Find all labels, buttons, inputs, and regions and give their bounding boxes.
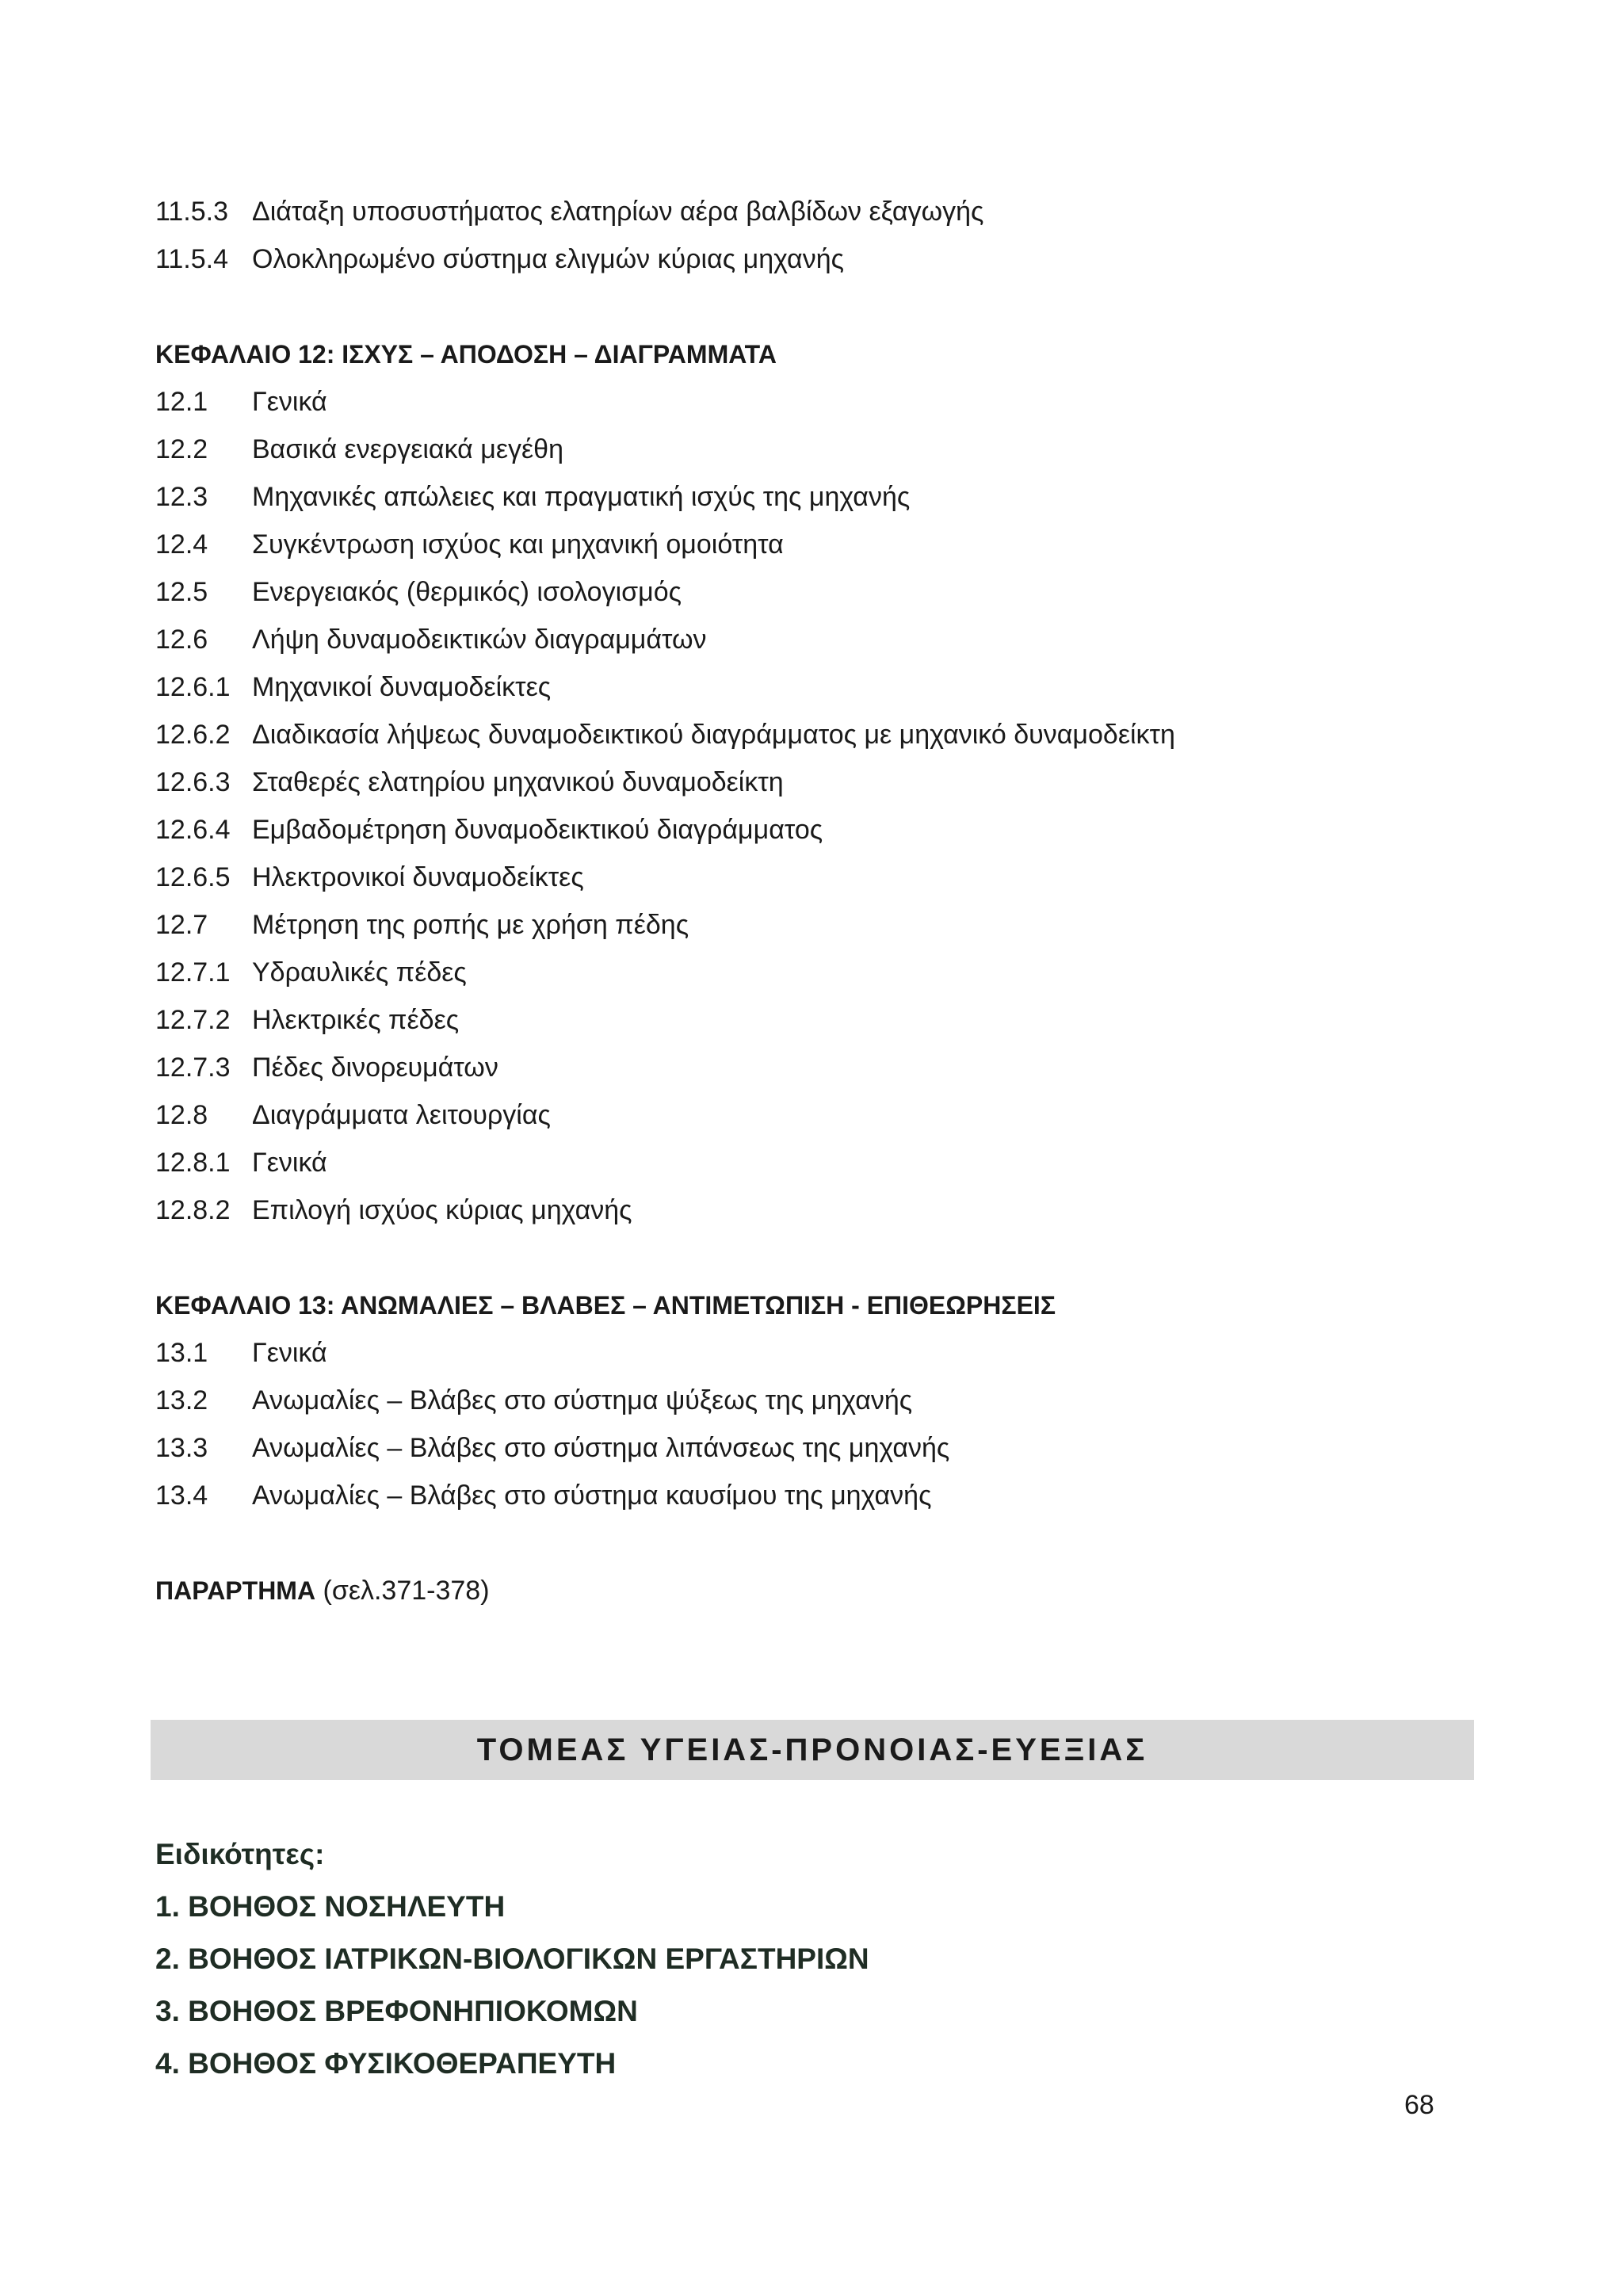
toc-item-text: Διαγράμματα λειτουργίας <box>252 1100 551 1130</box>
toc-item-text: Ενεργειακός (θερμικός) ισολογισμός <box>252 577 682 607</box>
toc-item-number: 11.5.4 <box>155 244 229 274</box>
specialty-item: 4. ΒΟΗΘΟΣ ΦΥΣΙΚΟΘΕΡΑΠΕΥΤΗ <box>155 2047 617 2080</box>
toc-item-text: Εμβαδομέτρηση δυναμοδεικτικού διαγράμματος <box>252 815 823 845</box>
toc-item-number: 12.8.2 <box>155 1195 231 1225</box>
toc-item <box>155 386 327 418</box>
toc-item <box>155 909 689 941</box>
toc-item-number: 12.6.4 <box>155 815 231 845</box>
toc-item-text: Γενικά <box>252 1338 327 1368</box>
toc-item <box>155 1147 327 1179</box>
toc-item-number: 12.2 <box>155 434 208 464</box>
specialty-item: 1. ΒΟΗΘΟΣ ΝΟΣΗΛΕΥΤΗ <box>155 1890 506 1923</box>
toc-item-number: 12.8 <box>155 1100 208 1130</box>
toc-item-text: Μηχανικοί δυναμοδείκτες <box>252 672 552 702</box>
toc-item-text: Ανωμαλίες – Βλάβες στο σύστημα ψύξεως της μηχανής <box>252 1385 913 1415</box>
toc-item-number: 12.6.2 <box>155 720 231 750</box>
chapter-13-heading: ΚΕΦΑΛΑΙΟ 13: ΑΝΩΜΑΛΙΕΣ – ΒΛΑΒΕΣ – ΑΝΤΙΜΕΤΩΠΙΣΗ - ΕΠΙΘΕΩΡΗΣΕΙΣ <box>155 1291 1056 1320</box>
toc-item-text: Διάταξη υποσυστήματος ελατηρίων αέρα βαλβίδων εξαγωγής <box>252 197 984 227</box>
toc-item <box>155 1480 931 1511</box>
toc-item-number: 12.7.1 <box>155 957 231 988</box>
toc-item <box>155 1194 632 1226</box>
toc-item-number: 12.7 <box>155 910 208 940</box>
toc-item <box>155 196 983 227</box>
page-number: 68 <box>1404 2090 1434 2120</box>
toc-item-text: Συγκέντρωση ισχύος και μηχανική ομοιότητα <box>252 529 784 560</box>
toc-item <box>155 814 823 846</box>
toc-item <box>155 671 551 703</box>
toc-item-number: 12.6.5 <box>155 862 231 892</box>
toc-item <box>155 1385 912 1416</box>
toc-item-text: Ηλεκτρικές πέδες <box>252 1005 460 1035</box>
toc-item-number: 11.5.3 <box>155 197 229 227</box>
toc-item-text: Γενικά <box>252 1148 327 1178</box>
toc-item <box>155 957 467 988</box>
specialty-item: 3. ΒΟΗΘΟΣ ΒΡΕΦΟΝΗΠΙΟΚΟΜΩΝ <box>155 1995 638 2027</box>
toc-item <box>155 861 584 893</box>
toc-item <box>155 1052 498 1083</box>
toc-item-number: 13.4 <box>155 1480 208 1511</box>
toc-item-text: Διαδικασία λήψεως δυναμοδεικτικού διαγράμματος με μηχανικό δυναμοδείκτη <box>252 720 1175 750</box>
toc-item-text: Πέδες δινορευμάτων <box>252 1052 498 1083</box>
toc-item-text: Επιλογή ισχύος κύριας μηχανής <box>252 1195 632 1225</box>
toc-item <box>155 719 1175 751</box>
toc-item-text: Μέτρηση της ροπής με χρήση πέδης <box>252 910 689 940</box>
toc-item <box>155 576 682 608</box>
toc-item-number: 12.5 <box>155 577 208 607</box>
toc-item-number: 12.6 <box>155 625 208 655</box>
toc-item <box>155 529 784 560</box>
toc-item-number: 12.8.1 <box>155 1148 231 1178</box>
appendix-label: ΠΑΡΑΡΤΗΜΑ <box>155 1576 316 1605</box>
chapter-12-heading: ΚΕΦΑΛΑΙΟ 12: ΙΣΧΥΣ – ΑΠΟΔΟΣΗ – ΔΙΑΓΡΑΜΜΑΤΑ <box>155 340 777 369</box>
toc-item-number: 13.1 <box>155 1338 208 1368</box>
toc-item <box>155 1337 327 1369</box>
toc-item-number: 12.7.3 <box>155 1052 231 1083</box>
toc-item <box>155 1099 551 1131</box>
toc-item-text: Βασικά ενεργειακά μεγέθη <box>252 434 563 464</box>
toc-item <box>155 434 563 465</box>
toc-item-number: 12.7.2 <box>155 1005 231 1035</box>
toc-item <box>155 481 910 513</box>
toc-item <box>155 1432 949 1464</box>
toc-item <box>155 1004 459 1036</box>
toc-item-number: 12.4 <box>155 529 208 560</box>
toc-item-text: Ηλεκτρονικοί δυναμοδείκτες <box>252 862 584 892</box>
toc-item-text: Γενικά <box>252 387 327 417</box>
toc-item-text: Υδραυλικές πέδες <box>252 957 467 988</box>
toc-item-number: 13.3 <box>155 1433 208 1463</box>
toc-item-number: 12.6.3 <box>155 767 231 797</box>
sector-title: ΤΟΜΕΑΣ ΥΓΕΙΑΣ-ΠΡΟΝΟΙΑΣ-ΕΥΕΞΙΑΣ <box>476 1732 1148 1767</box>
toc-item-text: Ολοκληρωμένο σύστημα ελιγμών κύριας μηχανής <box>252 244 844 274</box>
toc-item-text: Λήψη δυναμοδεικτικών διαγραμμάτων <box>252 625 707 655</box>
specialties-label: Ειδικότητες: <box>155 1838 325 1870</box>
toc-item-number: 13.2 <box>155 1385 208 1415</box>
specialty-item: 2. ΒΟΗΘΟΣ ΙΑΤΡΙΚΩΝ-ΒΙΟΛΟΓΙΚΩΝ ΕΡΓΑΣΤΗΡΙΩΝ <box>155 1943 869 1975</box>
appendix-line <box>155 1575 490 1606</box>
sector-title-band <box>151 1720 1474 1780</box>
toc-item <box>155 766 784 798</box>
toc-item-number: 12.3 <box>155 482 208 512</box>
toc-item-text: Ανωμαλίες – Βλάβες στο σύστημα λιπάνσεως της μηχανής <box>252 1433 950 1463</box>
toc-item-text: Σταθερές ελατηρίου μηχανικού δυναμοδείκτη <box>252 767 784 797</box>
appendix-pages: (σελ.371-378) <box>323 1576 490 1606</box>
toc-item <box>155 243 844 275</box>
toc-item-text: Ανωμαλίες – Βλάβες στο σύστημα καυσίμου της μηχανής <box>252 1480 932 1511</box>
toc-item-number: 12.1 <box>155 387 208 417</box>
toc-item-text: Μηχανικές απώλειες και πραγματική ισχύς της μηχανής <box>252 482 911 512</box>
toc-item <box>155 624 707 655</box>
toc-item-number: 12.6.1 <box>155 672 231 702</box>
